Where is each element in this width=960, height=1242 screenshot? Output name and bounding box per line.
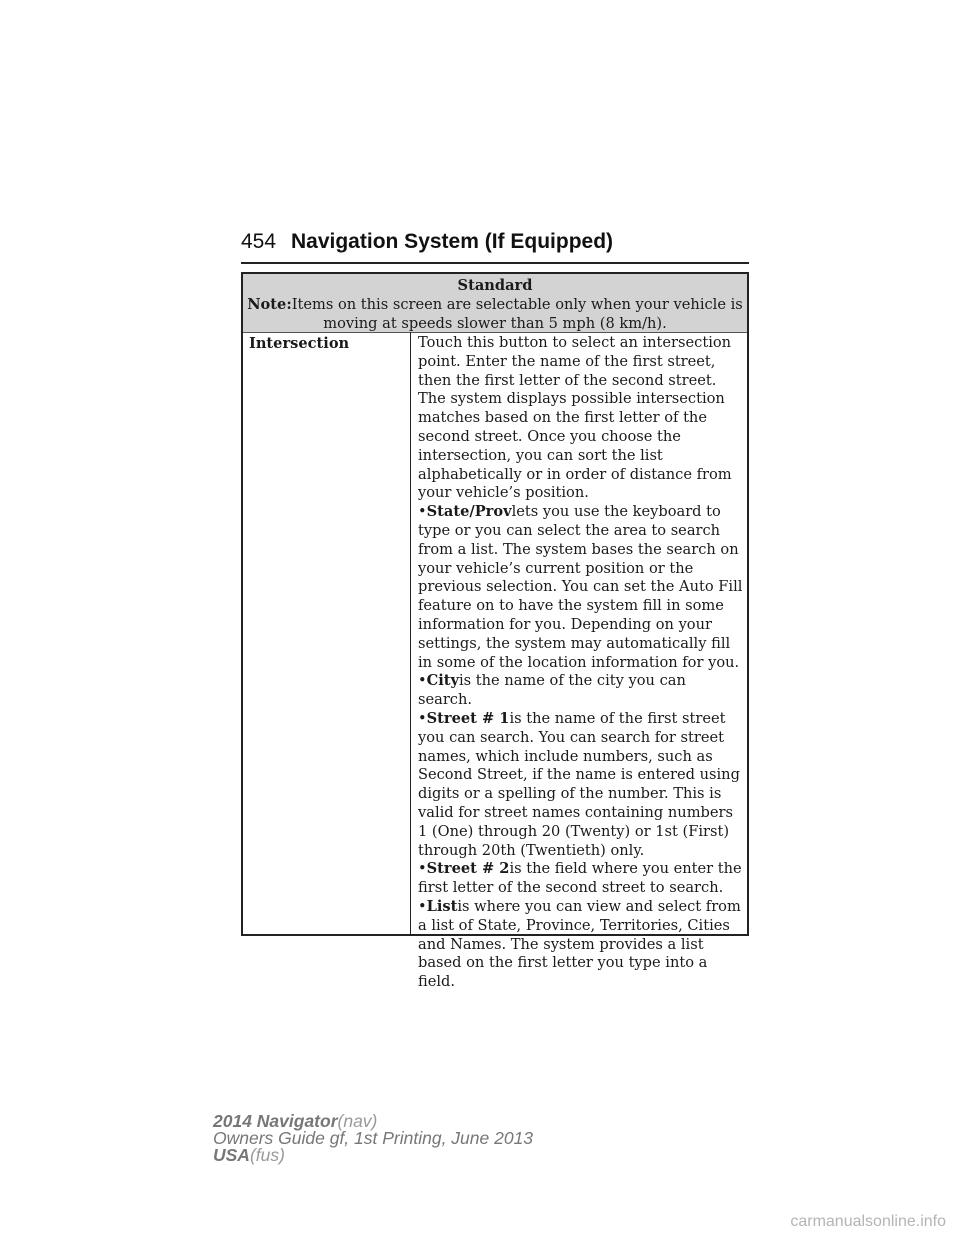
bullet-term: City <box>426 672 459 690</box>
bullet-street-1: •Street # 1is the name of the first street you can search. You can search for street names, which include numbers, such as Second Street, if the name is entered using digits or a spelling of the number. This is valid for street names containing numbers 1 (One) through 20 (Twenty) or 1st (First) through 20th (Twentieth) only. <box>418 709 740 859</box>
footer-region: USA <box>213 1145 250 1165</box>
bullet-text: is the name of the first street you can search. You can search for street names, which include numbers, such as Second Street, if the name is entered using digits or a spelling of the number. This is valid for street names containing numbers 1 (One) through 20 (Twenty) or 1st (First) through 20th (Twentieth) only. <box>418 709 740 859</box>
row-label-intersection: Intersection <box>243 332 411 934</box>
row-description <box>411 332 747 991</box>
note-text-1: Items on this screen are selectable only when your vehicle is <box>291 296 743 313</box>
note-label: Note: <box>247 296 292 313</box>
footer-model: 2014 Navigator <box>213 1111 338 1131</box>
page-number: 454 <box>241 230 277 253</box>
section-title: Navigation System (If Equipped) <box>291 230 614 253</box>
page-header <box>241 226 749 264</box>
footer-line-3 <box>213 1147 533 1164</box>
bullet-term: List <box>426 897 458 915</box>
options-table <box>241 272 749 991</box>
bullet-text: lets you use the keyboard to type or you can select the area to search from a list. The system bases the search on your vehicle’s current position or the previous selection. You can set the Auto Fill feature on to have the system fill in some information for you. Depending on your settings, the system may automatically fill in some of the location information for you. <box>418 503 743 671</box>
bullet-list: •Listis where you can view and select from a list of State, Province, Territories, Cities and Names. The system provides a list based on the first letter you type into a field. <box>418 897 741 991</box>
intro-paragraph: Touch this button to select an intersection point. Enter the name of the first street, then the first letter of the second street. The system displays possible intersection matches based on the first letter of the second street. Once you choose the intersection, you can sort the list alphabetically or in order of distance from your vehicle’s position. <box>418 334 732 502</box>
footer-region-code: (fus) <box>249 1145 285 1165</box>
table-header <box>243 274 747 333</box>
bullet-state-prov: •State/Provlets you use the keyboard to type or you can select the area to search from a list. The system bases the search on your vehicle’s current position or the previous selection. You can set the Auto Fill feature on to have the system fill in some information for you. Depending on your settings, the system may automatically fill in some of the location information for you. <box>418 503 743 671</box>
bullet-city: •Cityis the name of the city you can search. <box>418 672 686 709</box>
document-footer <box>213 1113 533 1164</box>
site-watermark: carmanualsonline.info <box>790 1213 946 1230</box>
bullet-text: is where you can view and select from a list of State, Province, Territories, Cities and Names. The system provides a list based on the first letter you type into a field. <box>418 897 741 991</box>
bullet-term: State/Prov <box>426 503 512 521</box>
bullet-term: Street # 1 <box>426 709 510 727</box>
bullet-term: Street # 2 <box>426 860 510 878</box>
note-line-2: moving at speeds slower than 5 mph (8 km/h). <box>323 315 667 332</box>
bullet-text: is the field where you enter the first letter of the second street to search. <box>418 860 742 897</box>
note-line-1 <box>243 295 747 314</box>
bullet-street-2: •Street # 2is the field where you enter the first letter of the second street to search. <box>418 860 742 897</box>
footer-line-2: Owners Guide gf, 1st Printing, June 2013 <box>213 1128 534 1148</box>
footer-model-code: (nav) <box>337 1111 378 1131</box>
bullet-text: is the name of the city you can search. <box>418 672 686 709</box>
column-title: Standard <box>457 277 533 294</box>
